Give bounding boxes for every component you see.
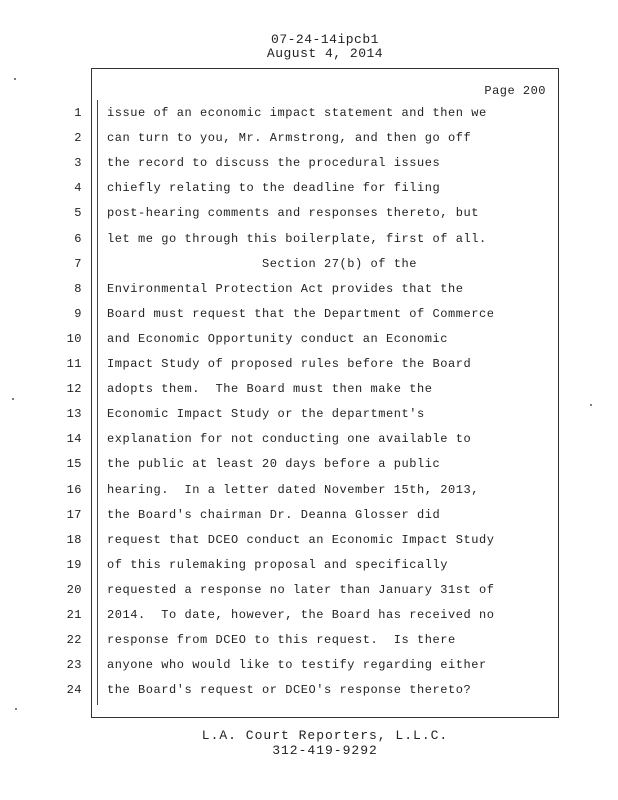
page-number: Page 200 bbox=[484, 84, 546, 98]
line-text: response from DCEO to this request. Is there bbox=[107, 633, 456, 647]
line-number: 20 bbox=[66, 583, 82, 597]
line-number: 1 bbox=[74, 106, 82, 120]
line-text: request that DCEO conduct an Economic Impact Study bbox=[107, 533, 495, 547]
line-number: 8 bbox=[74, 282, 82, 296]
line-number: 11 bbox=[66, 357, 82, 371]
line-number: 15 bbox=[66, 457, 82, 471]
line-number: 22 bbox=[66, 633, 82, 647]
header-document-id: 07-24-14ipcb1 bbox=[271, 32, 379, 47]
line-number: 23 bbox=[66, 658, 82, 672]
line-number: 14 bbox=[66, 432, 82, 446]
line-number: 6 bbox=[74, 232, 82, 246]
line-text: Environmental Protection Act provides that the bbox=[107, 282, 464, 296]
line-text: hearing. In a letter dated November 15th, 2013, bbox=[107, 483, 480, 497]
line-text: Board must request that the Department of Commerce bbox=[107, 307, 495, 321]
line-text: 2014. To date, however, the Board has received no bbox=[107, 608, 495, 622]
line-number: 12 bbox=[66, 382, 82, 396]
line-text: issue of an economic impact statement and then we bbox=[107, 106, 487, 120]
line-text: the Board's request or DCEO's response thereto? bbox=[107, 683, 472, 697]
line-text: requested a response no later than January 31st of bbox=[107, 583, 495, 597]
line-text: explanation for not conducting one available to bbox=[107, 432, 472, 446]
line-number: 18 bbox=[66, 533, 82, 547]
line-number: 7 bbox=[74, 257, 82, 271]
line-text: anyone who would like to testify regarding either bbox=[107, 658, 487, 672]
scan-speck bbox=[590, 404, 592, 406]
scan-speck bbox=[12, 398, 14, 400]
line-number: 5 bbox=[74, 206, 82, 220]
line-text: post-hearing comments and responses thereto, but bbox=[107, 206, 480, 220]
line-text: the record to discuss the procedural issues bbox=[107, 156, 441, 170]
line-number: 13 bbox=[66, 407, 82, 421]
scan-speck bbox=[15, 708, 17, 710]
line-text: Economic Impact Study or the department's bbox=[107, 407, 425, 421]
line-text: the public at least 20 days before a public bbox=[107, 457, 441, 471]
line-text: of this rulemaking proposal and specifically bbox=[107, 558, 449, 572]
line-number: 24 bbox=[66, 683, 82, 697]
line-number: 2 bbox=[74, 131, 82, 145]
line-number: 4 bbox=[74, 181, 82, 195]
line-text: the Board's chairman Dr. Deanna Glosser did bbox=[107, 508, 441, 522]
line-text: let me go through this boilerplate, first of all. bbox=[107, 232, 487, 246]
footer-phone: 312-419-9292 bbox=[272, 743, 378, 758]
line-text: Impact Study of proposed rules before the Board bbox=[107, 357, 472, 371]
line-text: can turn to you, Mr. Armstrong, and then go off bbox=[107, 131, 472, 145]
margin-rule bbox=[97, 100, 98, 705]
footer-company: L.A. Court Reporters, L.L.C. bbox=[201, 728, 449, 743]
line-text: adopts them. The Board must then make the bbox=[107, 382, 433, 396]
line-text: and Economic Opportunity conduct an Economic bbox=[107, 332, 449, 346]
header-date: August 4, 2014 bbox=[266, 46, 384, 61]
line-number: 9 bbox=[74, 307, 82, 321]
line-text: chiefly relating to the deadline for filing bbox=[107, 181, 441, 195]
line-number: 17 bbox=[66, 508, 82, 522]
line-number: 19 bbox=[66, 558, 82, 572]
line-number: 16 bbox=[66, 483, 82, 497]
line-number: 10 bbox=[66, 332, 82, 346]
line-number: 21 bbox=[66, 608, 82, 622]
scan-speck bbox=[14, 78, 16, 80]
line-number: 3 bbox=[74, 156, 82, 170]
line-text: Section 27(b) of the bbox=[107, 257, 418, 271]
